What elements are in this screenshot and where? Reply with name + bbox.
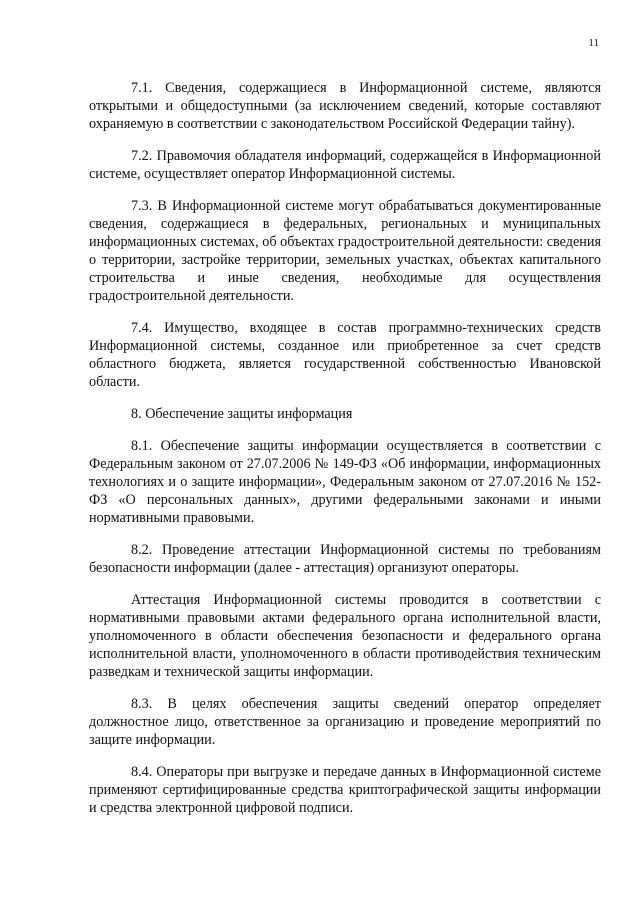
page-number: 11 bbox=[588, 37, 599, 49]
paragraph-7-1: 7.1. Сведения, содержащиеся в Информационной системе, являются открытыми и общедоступными (за исключением сведений, которые составляют охраняемую в соответствии с законодательством Российской Федерации тайну). bbox=[89, 80, 601, 132]
section-heading-8: 8. Обеспечение защиты информация bbox=[131, 406, 353, 422]
paragraph-8-2: 8.2. Проведение аттестации Информационной системы по требованиям безопасности информации (далее - аттестация) организуют операторы. bbox=[89, 542, 601, 576]
paragraph-8-3: 8.3. В целях обеспечения защиты сведений оператор определяет должностное лицо, ответственное за организацию и проведение мероприятий по защите информации. bbox=[89, 696, 601, 748]
paragraph-7-3: 7.3. В Информационной системе могут обрабатываться документированные сведения, содержащиеся в федеральных, региональных и муниципальных информационных системах, об объектах градостроительной деятельности: сведения о территории, застройке территории, земельных участках, объектах капитального строительства и иные сведения, необходимые для осуществления градостроительной деятельности. bbox=[89, 198, 601, 304]
paragraph-7-4: 7.4. Имущество, входящее в состав программно-технических средств Информационной системы, созданное или приобретенное за счет средств областного бюджета, является государственной собственностью Ивановской области. bbox=[89, 320, 601, 390]
paragraph-7-2: 7.2. Правомочия обладателя информаций, содержащейся в Информационной системе, осуществляет оператор Информационной системы. bbox=[89, 148, 601, 182]
paragraph-8-2-attestation: Аттестация Информационной системы проводится в соответствии с нормативными правовыми актами федерального органа исполнительной власти, уполномоченного в области обеспечения безопасности и федерального органа исполнительной власти, уполномоченного в области противодействия техническим разведкам и технической защиты информации. bbox=[89, 592, 601, 680]
paragraph-8-1: 8.1. Обеспечение защиты информации осуществляется в соответствии с Федеральным законом от 27.07.2006 № 149-ФЗ «Об информации, информационных технологиях и о защите информации», Федеральным законом от 27.07.2016 № 152-ФЗ «О персональных данных», другими федеральными законами и иными нормативными правовыми. bbox=[89, 438, 601, 526]
document-body bbox=[89, 79, 601, 817]
paragraph-8-4: 8.4. Операторы при выгрузке и передаче данных в Информационной системе применяют сертифицированные средства криптографической защиты информации и средства электронной цифровой подписи. bbox=[89, 764, 601, 816]
